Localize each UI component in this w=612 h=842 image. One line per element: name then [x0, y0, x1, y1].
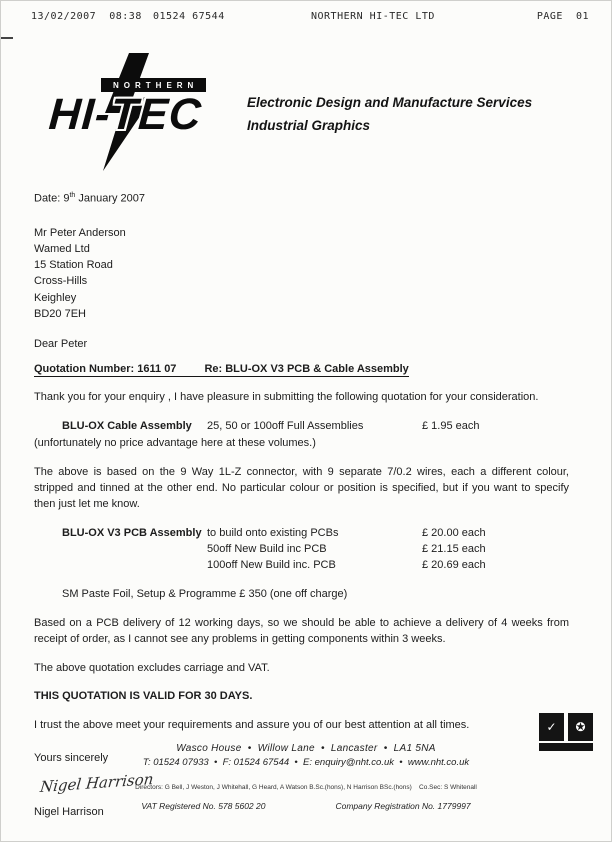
- cable-assembly-label: BLU-OX Cable Assembly: [62, 420, 192, 433]
- tagline-line2: Industrial Graphics: [247, 117, 371, 133]
- pcb-row-price: £ 21.15 each: [422, 542, 486, 555]
- closing-paragraph: I trust the above meet your requirements and assure you of our best attention at all times.: [34, 719, 470, 732]
- footer-registration: [1, 801, 611, 811]
- recipient-town: Cross-Hills: [34, 275, 88, 288]
- date-ordinal: th: [69, 192, 76, 199]
- fax-transmission-header: [31, 11, 589, 22]
- iso-certification-icon: [568, 713, 593, 741]
- iso-badge-glyph: ✪: [575, 720, 586, 734]
- intro-paragraph: Thank you for your enquiry , I have pleasure in submitting the following quotation for your consideration.: [34, 391, 539, 404]
- scan-artifact: [1, 37, 13, 39]
- letterhead-footer: [1, 743, 611, 811]
- cable-assembly-desc: 25, 50 or 100off Full Assemblies: [207, 420, 364, 433]
- recipient-postcode: BD20 7EH: [34, 307, 86, 320]
- cable-assembly-quote-row: [62, 419, 569, 435]
- quotation-number: Quotation Number: 1611 07: [34, 363, 177, 376]
- validity-statement: THIS QUOTATION IS VALID FOR 30 DAYS.: [34, 690, 253, 703]
- recipient-address-block: [34, 225, 569, 323]
- pcb-row-price: £ 20.69 each: [422, 558, 486, 571]
- fax-number: 01524 67544: [153, 11, 225, 22]
- signatory-name: Nigel Harrison: [34, 806, 104, 819]
- company-logo: [49, 50, 611, 178]
- pcb-assembly-label: BLU-OX V3 PCB Assembly: [62, 526, 202, 539]
- pcb-assembly-quote-table: [62, 526, 569, 574]
- vat-number: VAT Registered No. 578 5602 20: [141, 801, 266, 811]
- fax-sender: NORTHERN HI-TEC LTD: [311, 11, 435, 22]
- tagline-line1: Electronic Design and Manufacture Services: [247, 95, 533, 110]
- cable-assembly-note: (unfortunately no price advantage here at these volumes.): [34, 437, 316, 450]
- bsi-kitemark-glyph: ✓: [546, 720, 557, 734]
- pcb-row-desc: to build onto existing PCBs: [207, 526, 339, 539]
- bsi-kitemark-icon: [539, 713, 564, 741]
- letter-body: [34, 192, 569, 818]
- footer-directors: Directors: G Bell, J Weston, J Whitehall, G Heard, A Watson B.Sc.(hons), N Harrison BSc.(hons) Co.Sec: S Whitenall: [135, 784, 477, 791]
- recipient-city: Keighley: [34, 291, 77, 304]
- logo-hitec-text: HI-TEC: [47, 90, 204, 139]
- recipient-name: Mr Peter Anderson: [34, 226, 126, 239]
- pcb-label-spacer: [62, 542, 207, 558]
- fax-page-number: PAGE 01: [536, 11, 589, 22]
- pcb-label-spacer: [62, 558, 207, 574]
- handwritten-signature: Nigel Harrison: [39, 770, 155, 797]
- recipient-street: 15 Station Road: [34, 259, 113, 272]
- letter-date: [34, 192, 569, 205]
- pcb-row-desc: 50off New Build inc PCB: [207, 542, 327, 555]
- recipient-company: Wamed Ltd: [34, 242, 90, 255]
- pcb-row-price: £ 20.00 each: [422, 526, 486, 539]
- company-tagline: [247, 92, 532, 138]
- delivery-paragraph: Based on a PCB delivery of 12 working days, so we should be able to achieve a delivery of 4 weeks from receipt of order, as I cannot see any problems in getting components within 3 weeks.: [34, 616, 569, 645]
- cable-assembly-price: £ 1.95 each: [422, 420, 480, 433]
- company-registration-number: Company Registration No. 1779997: [335, 801, 471, 811]
- fax-timestamp: 13/02/2007 08:38: [31, 11, 142, 22]
- date-suffix: January 2007: [75, 192, 146, 205]
- footer-contact: T: 01524 07933 • F: 01524 67544 • E: enquiry@nht.co.uk • www.nht.co.uk: [142, 757, 470, 768]
- closing-phrase: Yours sincerely: [34, 752, 109, 765]
- excludes-paragraph: The above quotation excludes carriage and VAT.: [34, 661, 270, 674]
- subject-line: [34, 363, 569, 377]
- salutation: Dear Peter: [34, 338, 88, 351]
- date-prefix: Date: 9: [34, 192, 70, 205]
- footer-address: Wasco House • Willow Lane • Lancaster • LA1 5NA: [176, 743, 436, 754]
- subject-re: Re: BLU-OX V3 PCB & Cable Assembly: [204, 363, 409, 376]
- sm-paste-line: SM Paste Foil, Setup & Programme £ 350 (one off charge): [62, 587, 348, 600]
- logo-northern-text: NORTHERN: [101, 78, 206, 92]
- connector-paragraph: The above is based on the 9 Way 1L-Z connector, with 9 separate 7/0.2 wires, each a different colour, stripped and tinned at the other end. No particular colour or position is specified, but if you want to specify then just let me know.: [34, 466, 569, 510]
- pcb-row-desc: 100off New Build inc. PCB: [207, 558, 336, 571]
